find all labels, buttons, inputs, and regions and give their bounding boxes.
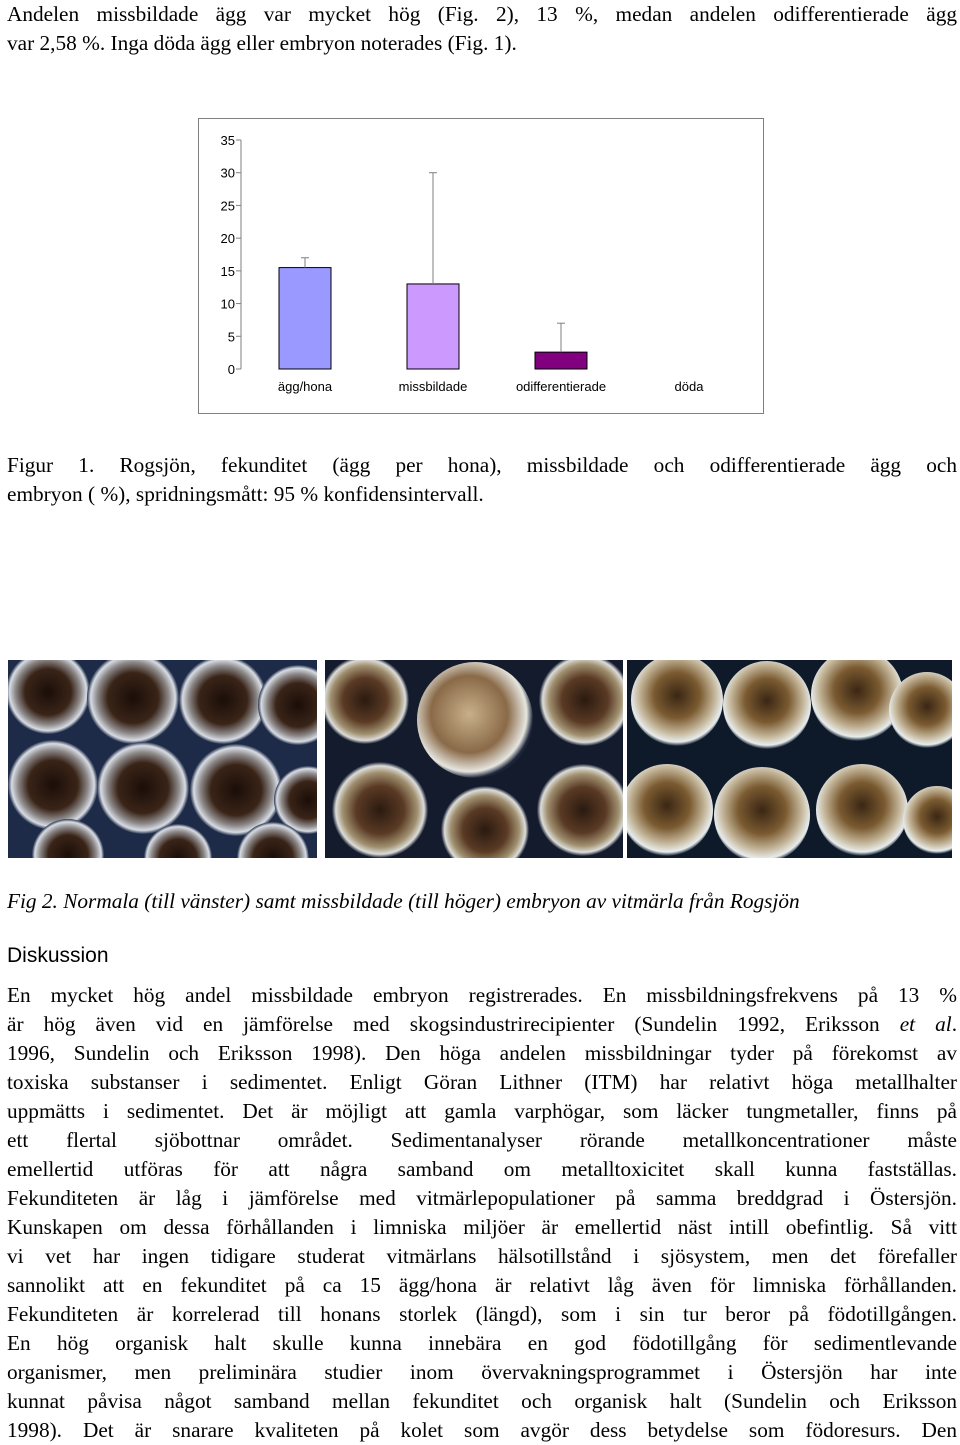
bar: [535, 352, 587, 369]
discussion-line: uppmätts i sedimentet. Det är möjligt att gamla varphögar, som läcker tungmetaller, finns på: [7, 1099, 957, 1123]
discussion-line: vi vet har ingen tidigare studerat vitmärlans hälsotillstånd i sjösystem, men det förefaller: [7, 1244, 957, 1268]
discussion-line: kunnat påvisa något samband mellan fekunditet och organisk halt (Sundelin och Eriksson: [7, 1389, 957, 1413]
discussion-line: toxiska substanser i sedimentet. Enligt Göran Lithner (ITM) har relativt höga metallhalter: [7, 1070, 957, 1094]
intro-line: Andelen missbildade ägg var mycket hög (Fig. 2), 13 %, medan andelen odifferentierade ägg: [7, 2, 957, 26]
y-tick-label: 35: [220, 133, 235, 148]
x-tick-label: missbildade: [398, 379, 468, 394]
x-tick-label: döda: [674, 379, 704, 394]
discussion-line: Fekunditeten är låg i jämförelse med vitmärlepopulationer på samma breddgrad i Östersjön.: [7, 1186, 957, 1210]
bar-chart: [199, 119, 765, 415]
y-tick-label: 5: [227, 329, 235, 345]
discussion-line: emellertid utföras för att några samband om metalltoxicitet skall kunna fastställas.: [7, 1157, 957, 1181]
y-tick-label: 15: [220, 263, 235, 279]
malformed-embryos-photo-1: [325, 660, 623, 858]
caption-line: Figur 1. Rogsjön, fekunditet (ägg per hona), missbildade och odifferentierade ägg och: [7, 453, 957, 477]
discussion-line: sannolikt att en fekunditet på ca 15 ägg/hona är relativt låg även för limniska förhållanden.: [7, 1273, 957, 1297]
y-tick-label: 0: [227, 362, 235, 377]
caption-line: embryon ( %), spridningsmått: 95 % konfidensintervall.: [7, 482, 484, 506]
intro-line: var 2,58 %. Inga döda ägg eller embryon noterades (Fig. 1).: [7, 31, 517, 55]
figure-2-photos: [8, 660, 952, 858]
bar: [279, 268, 331, 369]
section-heading: Diskussion: [7, 944, 109, 967]
et-al-italic: et al: [899, 1012, 952, 1036]
discussion-line: 1998). Det är snarare kvaliteten på kolet som avgör dess betydelse som födoresurs. Den: [7, 1418, 957, 1442]
figure-1-caption: [7, 451, 957, 509]
intro-paragraph: [7, 0, 957, 58]
y-tick-label: 20: [220, 231, 235, 247]
discussion-line: 1996, Sundelin och Eriksson 1998). Den höga andelen missbildningar tyder på förekomst av: [7, 1041, 957, 1065]
figure-1-chart: [198, 118, 764, 414]
y-tick-label: 30: [220, 165, 235, 181]
discussion-line: Kunskapen om dessa förhållanden i limniska miljöer är emellertid näst intill obefintlig. Så vitt: [7, 1215, 957, 1239]
normal-embryos-photo: [8, 660, 317, 858]
discussion-line: Fekunditeten är korrelerad till honans storlek (längd), som i sin tur beror på födotillgången.: [7, 1302, 957, 1326]
discussion-line: En mycket hög andel missbildade embryon registrerades. En missbildningsfrekvens på 13 %: [7, 983, 957, 1007]
y-tick-label: 25: [220, 198, 235, 214]
x-tick-label: odifferentierade: [515, 379, 607, 394]
y-tick-label: 10: [220, 296, 235, 312]
discussion-paragraph: [7, 981, 957, 1445]
discussion-line: organismer, men preliminära studier inom övervakningsprogrammet i Östersjön har inte: [7, 1360, 957, 1384]
discussion-line: ett flertal sjöbottnar området. Sedimentanalyser rörande metallkoncentrationer måste: [7, 1128, 957, 1152]
discussion-line: är hög även vid en jämförelse med skogsindustrirecipienter (Sundelin 1992, Eriksson et al.: [7, 1012, 958, 1036]
x-tick-label: ägg/hona: [277, 379, 333, 394]
discussion-line: En hög organisk halt skulle kunna innebära en god födotillgång för sedimentlevande: [7, 1331, 957, 1355]
bar: [407, 284, 459, 369]
figure-2-caption: Fig 2. Normala (till vänster) samt missbildade (till höger) embryon av vitmärla från Rogsjön: [7, 889, 800, 913]
malformed-embryos-photo-2: [627, 660, 952, 858]
